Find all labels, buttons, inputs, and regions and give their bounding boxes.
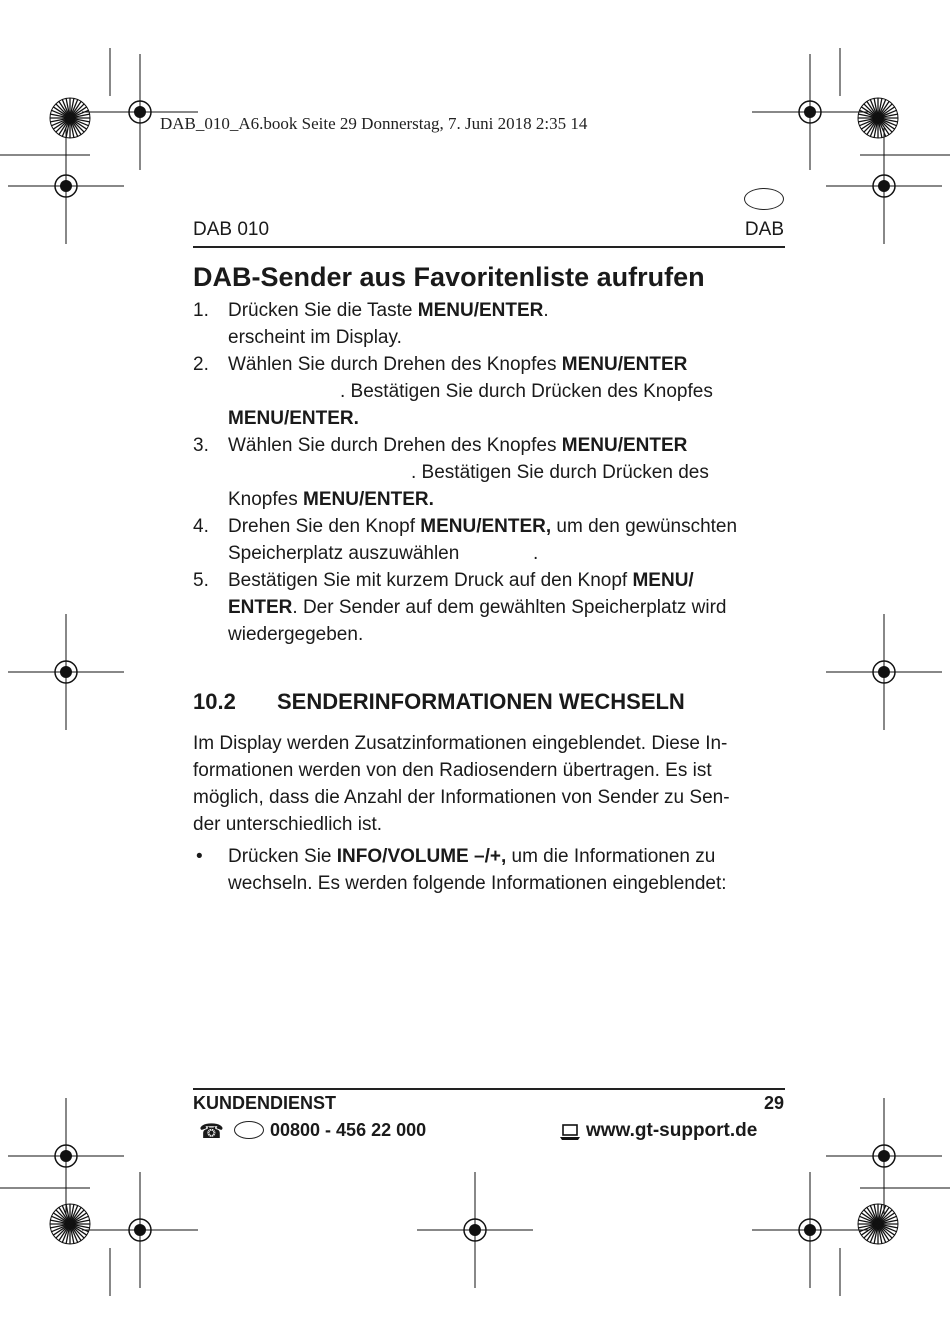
- paragraph-line: möglich, dass die Anzahl der Informationen von Sender zu Sen-: [193, 787, 730, 808]
- header-section: DAB: [744, 219, 784, 240]
- bold-text: MENU/ENTER: [561, 354, 688, 375]
- text-run: Wählen Sie durch Drehen des Knopfes: [228, 354, 562, 375]
- print-slug: DAB_010_A6.book Seite 29 Donnerstag, 7. Juni 2018 2:35 14: [160, 114, 588, 133]
- text-run: Wählen Sie durch Drehen des Knopfes: [228, 435, 562, 456]
- text-run: Speicherplatz auszuwählen: [228, 543, 460, 564]
- country-oval: [234, 1121, 264, 1139]
- paragraph-line: formationen werden von den Radiosendern übertragen. Es ist: [193, 760, 712, 781]
- paragraph-line: der unterschiedlich ist.: [193, 814, 383, 835]
- bold-text: INFO/VOLUME –/+,: [336, 846, 507, 867]
- bold-text: MENU/ENTER: [561, 435, 688, 456]
- bold-text: ENTER: [228, 597, 293, 618]
- footer-rule: [193, 1088, 785, 1090]
- text-run: erscheint im Display.: [228, 327, 402, 348]
- support-website[interactable]: www.gt-support.de: [586, 1120, 758, 1141]
- step-number: 2.: [193, 354, 209, 375]
- footer-label: KUNDENDIENST: [193, 1093, 337, 1113]
- page-number: 29: [763, 1093, 784, 1113]
- section-number: 10.2: [193, 689, 236, 714]
- step-line: [228, 489, 434, 511]
- bold-text: MENU/ENTER.: [303, 489, 434, 510]
- step-line: [228, 408, 359, 430]
- bold-text: MENU/ENTER,: [420, 516, 552, 537]
- bullet-line: [228, 846, 715, 868]
- text-run: Drücken Sie: [228, 846, 337, 867]
- section-title: SENDERINFORMATIONEN WECHSELN: [277, 689, 685, 714]
- bold-text: MENU/ENTER: [417, 300, 544, 321]
- step-line: [228, 597, 726, 619]
- bold-text: MENU/: [632, 570, 694, 591]
- step-line: [228, 300, 549, 322]
- step-line: [228, 543, 459, 565]
- text-run: Drücken Sie die Taste: [228, 300, 418, 321]
- step-number: 3.: [193, 435, 209, 456]
- step-line: [533, 543, 538, 565]
- laptop-icon: [560, 1124, 580, 1142]
- bullet-line: [228, 873, 727, 895]
- text-run: wiedergegeben.: [228, 624, 364, 645]
- step-line: [228, 624, 363, 646]
- text-run: um den gewünschten: [551, 516, 738, 537]
- header-model: DAB 010: [193, 219, 270, 240]
- text-run: Drehen Sie den Knopf: [228, 516, 421, 537]
- text-run: . Der Sender auf dem gewählten Speicherplatz wird: [292, 597, 727, 618]
- text-run: wechseln. Es werden folgende Informationen eingeblendet:: [228, 873, 727, 894]
- step-number: 5.: [193, 570, 209, 591]
- step-line: [228, 327, 402, 349]
- text-run: .: [543, 300, 549, 321]
- step-line: [228, 516, 737, 538]
- step-line: [228, 570, 694, 592]
- text-run: Bestätigen Sie mit kurzem Druck auf den Knopf: [228, 570, 633, 591]
- text-run: . Bestätigen Sie durch Drücken des: [411, 462, 709, 483]
- text-run: um die Informationen zu: [506, 846, 716, 867]
- step-line: [340, 381, 713, 403]
- text-run: Knopfes: [228, 489, 303, 510]
- step-number: 4.: [193, 516, 209, 537]
- step-line: [411, 462, 709, 484]
- phone-icon: ☎: [199, 1121, 224, 1143]
- hotline-number: 00800 - 456 22 000: [270, 1120, 427, 1140]
- step-number: 1.: [193, 300, 209, 321]
- text-run: .: [533, 543, 539, 564]
- page-heading: DAB-Sender aus Favoritenliste aufrufen: [193, 262, 705, 292]
- bullet-symbol: •: [196, 846, 203, 867]
- paragraph-line: Im Display werden Zusatzinformationen eingeblendet. Diese In-: [193, 733, 728, 754]
- bold-text: MENU/ENTER.: [228, 408, 359, 429]
- step-line: [228, 435, 687, 457]
- text-run: . Bestätigen Sie durch Drücken des Knopfes: [340, 381, 713, 402]
- step-line: [228, 354, 687, 376]
